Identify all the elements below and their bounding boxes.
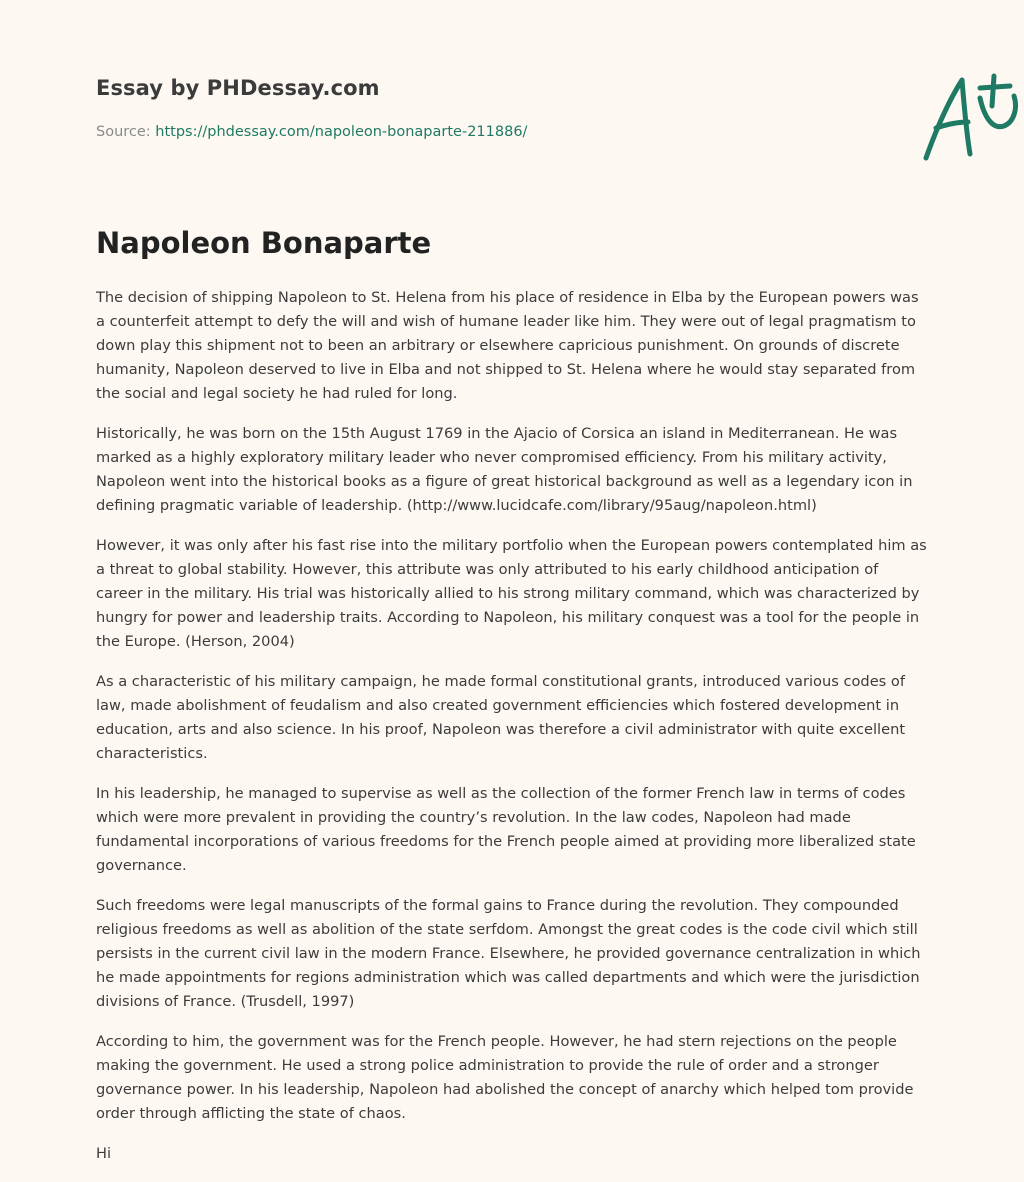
essay-paragraph: However, it was only after his fast rise into the military portfolio when the European powers contemplated him as a threat to global stability. However, this attribute was only attributed to his early childhood anticipation of career in the military. His trial was historically allied to his strong military command, which was characterized by hungry for power and leadership traits. According to Napoleon, his military conquest was a tool for the people in the Europe. (Herson, 2004) <box>96 537 927 650</box>
essay-paragraph: In his leadership, he managed to supervise as well as the collection of the former French law in terms of codes which were more prevalent in providing the country’s revolution. In the law codes, Napoleon had made fundamental incorporations of various freedoms for the French people aimed at providing more liberalized state governance. <box>96 785 916 874</box>
site-brand: Essay by PHDessay.com <box>96 76 380 100</box>
essay-paragraph: Historically, he was born on the 15th August 1769 in the Ajacio of Corsica an island in Mediterranean. He was marked as a highly exploratory military leader who never compromised efficiency. From his military activity, Napoleon went into the historical books as a figure of great historical background as well as a legendary icon in defining pragmatic variable of leadership. (http://www.lucidcafe.com/library/95aug/napoleon.html) <box>96 425 913 514</box>
essay-paragraph: According to him, the government was for the French people. However, he had stern rejections on the people making the government. He used a strong police administration to provide the rule of order and a stronger governance power. In his leadership, Napoleon had abolished the concept of anarchy which helped tom provide order through afflicting the state of chaos. <box>96 1033 914 1122</box>
source-label: Source: <box>96 124 156 140</box>
source-link[interactable]: https://phdessay.com/napoleon-bonaparte-211886/ <box>155 124 528 140</box>
a-plus-logo-icon <box>918 68 1022 164</box>
essay-body <box>96 286 928 1182</box>
essay-paragraph: The decision of shipping Napoleon to St. Helena from his place of residence in Elba by the European powers was a counterfeit attempt to defy the will and wish of humane leader like him. They were out of legal pragmatism to down play this shipment not to been an arbitrary or elsewhere capricious punishment. On grounds of discrete humanity, Napoleon deserved to live in Elba and not shipped to St. Helena where he would stay separated from the social and legal society he had ruled for long. <box>96 289 919 402</box>
essay-paragraph: Hi <box>96 1145 112 1162</box>
essay-paragraph: Such freedoms were legal manuscripts of the formal gains to France during the revolution. They compounded religious freedoms as well as abolition of the state serfdom. Amongst the great codes is the code civil which still persists in the current civil law in the modern France. Elsewhere, he provided governance centralization in which he made appointments for regions administration which was called departments and which were the jurisdiction divisions of France. (Trusdell, 1997) <box>96 897 921 1010</box>
essay-paragraph: As a characteristic of his military campaign, he made formal constitutional grants, introduced various codes of law, made abolishment of feudalism and also created government efficiencies which fostered development in education, arts and also science. In his proof, Napoleon was therefore a civil administrator with quite excellent characteristics. <box>96 673 906 762</box>
essay-title: Napoleon Bonaparte <box>96 226 432 260</box>
source-line <box>96 124 527 140</box>
